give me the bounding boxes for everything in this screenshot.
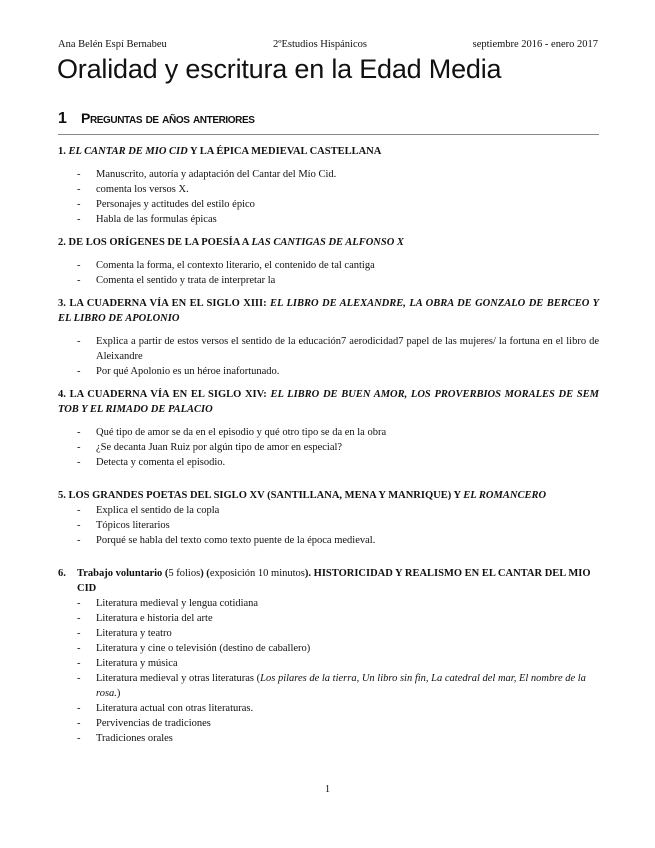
page-number: 1 [324, 784, 331, 795]
question-1-heading [58, 144, 599, 159]
question-6-lead-c: ) ( [200, 568, 210, 579]
question-1-rest: Y LA ÉPICA MEDIEVAL CASTELLANA [187, 146, 382, 157]
page-header [58, 39, 598, 53]
list-item: - Por qué Apolonio es un héroe inafortunado. [96, 364, 599, 379]
question-2-heading [58, 235, 599, 250]
question-3-heading [58, 296, 599, 326]
question-5-heading [58, 488, 599, 503]
question-2-italic: LAS CANTIGAS DE ALFONSO X [251, 237, 404, 248]
question-1-prefix: 1. [58, 146, 69, 157]
question-6-lead-e: ). [304, 568, 314, 579]
list-item: - Qué tipo de amor se da en el episodio y qué otro tipo se da en la obra [96, 425, 599, 440]
list-item: - Literatura actual con otras literaturas. [96, 701, 599, 716]
question-5-list [58, 503, 599, 548]
question-6-heading [58, 566, 599, 596]
list-item: - comenta los versos X. [96, 182, 599, 197]
list-item: - Personajes y actitudes del estilo épico [96, 197, 599, 212]
section-number: 1 [58, 110, 67, 127]
list-item [96, 671, 599, 701]
question-6-title: HISTORICIDAD Y REALISMO EN EL CANTAR DEL MIO CID [77, 568, 591, 594]
list-item: - Literatura y música [96, 656, 599, 671]
list-item: - Habla de las formulas épicas [96, 212, 599, 227]
question-6-number: 6. [58, 568, 66, 579]
question-2-list [58, 258, 599, 288]
list-item: - Comenta el sentido y trata de interpretar la [96, 273, 599, 288]
question-4-list [58, 425, 599, 470]
list-item: - Literatura y teatro [96, 626, 599, 641]
section-title: Preguntas de años anteriores [81, 110, 255, 126]
list-item-suffix: ) [116, 688, 121, 699]
question-2-prefix: 2. DE LOS ORÍGENES DE LA POESÍA A [58, 237, 252, 248]
header-author: Ana Belén Espí Bernabeu [58, 39, 167, 50]
list-item: - Literatura medieval y lengua cotidiana [96, 596, 599, 611]
question-6-lead-a: Trabajo voluntario ( [77, 568, 169, 579]
header-date: septiembre 2016 - enero 2017 [472, 39, 598, 50]
question-4-italic: EL LIBRO DE BUEN AMOR, LOS PROVERBIOS MORALES DE SEM TOB Y EL RIMADO DE PALACIO [58, 389, 600, 415]
list-item: - Manuscrito, autoría y adaptación del Cantar del Mío Cid. [96, 167, 599, 182]
question-3-list [58, 334, 599, 379]
question-6-lead [77, 568, 314, 579]
question-5-prefix: 5. LOS GRANDES POETAS DEL SIGLO XV (SANTILLANA, MENA Y MANRIQUE) Y [58, 490, 464, 501]
question-3-italic: EL LIBRO DE ALEXANDRE, LA OBRA DE GONZALO DE BERCEO Y EL LIBRO DE APOLONIO [58, 298, 599, 324]
list-item: - ¿Se decanta Juan Ruiz por algún tipo de amor en especial? [96, 440, 599, 455]
question-3-prefix: 3. LA CUADERNA VÍA EN EL SIGLO XIII: [58, 298, 271, 309]
list-item: - Explica a partir de estos versos el sentido de la educación7 aerodicidad7 papel de las mujeres/ la fortuna en el libro de Aleixandre [96, 334, 599, 364]
list-item: - Explica el sentido de la copla [96, 503, 599, 518]
list-item: - Literatura y cine o televisión (destino de caballero) [96, 641, 599, 656]
question-6-lead-b: 5 folios [168, 568, 201, 579]
list-item-italic: Los pilares de la tierra, Un libro sin fin, La catedral del mar, El nombre de la rosa. [96, 673, 586, 699]
question-6-lead-d: exposición 10 minutos [209, 568, 305, 579]
list-item: - Tradiciones orales [96, 731, 599, 746]
list-item: - Detecta y comenta el episodio. [96, 455, 599, 470]
question-5-italic: EL ROMANCERO [463, 490, 547, 501]
list-item: - Tópicos literarios [96, 518, 599, 533]
question-4-heading [58, 387, 599, 417]
list-item: - Literatura e historia del arte [96, 611, 599, 626]
list-item: - Porqué se habla del texto como texto puente de la época medieval. [96, 533, 599, 548]
header-course: 2ºEstudios Hispánicos [273, 39, 367, 50]
question-4-prefix: 4. LA CUADERNA VÍA EN EL SIGLO XIV: [58, 389, 271, 400]
list-item-prefix: Literatura medieval y otras literaturas ( [96, 673, 261, 684]
document-title: Oralidad y escritura en la Edad Media [57, 54, 502, 84]
section-heading [58, 110, 599, 135]
question-6-list [58, 596, 599, 746]
list-item: - Comenta la forma, el contexto literario, el contenido de tal cantiga [96, 258, 599, 273]
document-body [58, 144, 599, 746]
list-item: - Pervivencias de tradiciones [96, 716, 599, 731]
question-1-list [58, 167, 599, 227]
question-1-italic: EL CANTAR DE MIO CID [68, 146, 188, 157]
